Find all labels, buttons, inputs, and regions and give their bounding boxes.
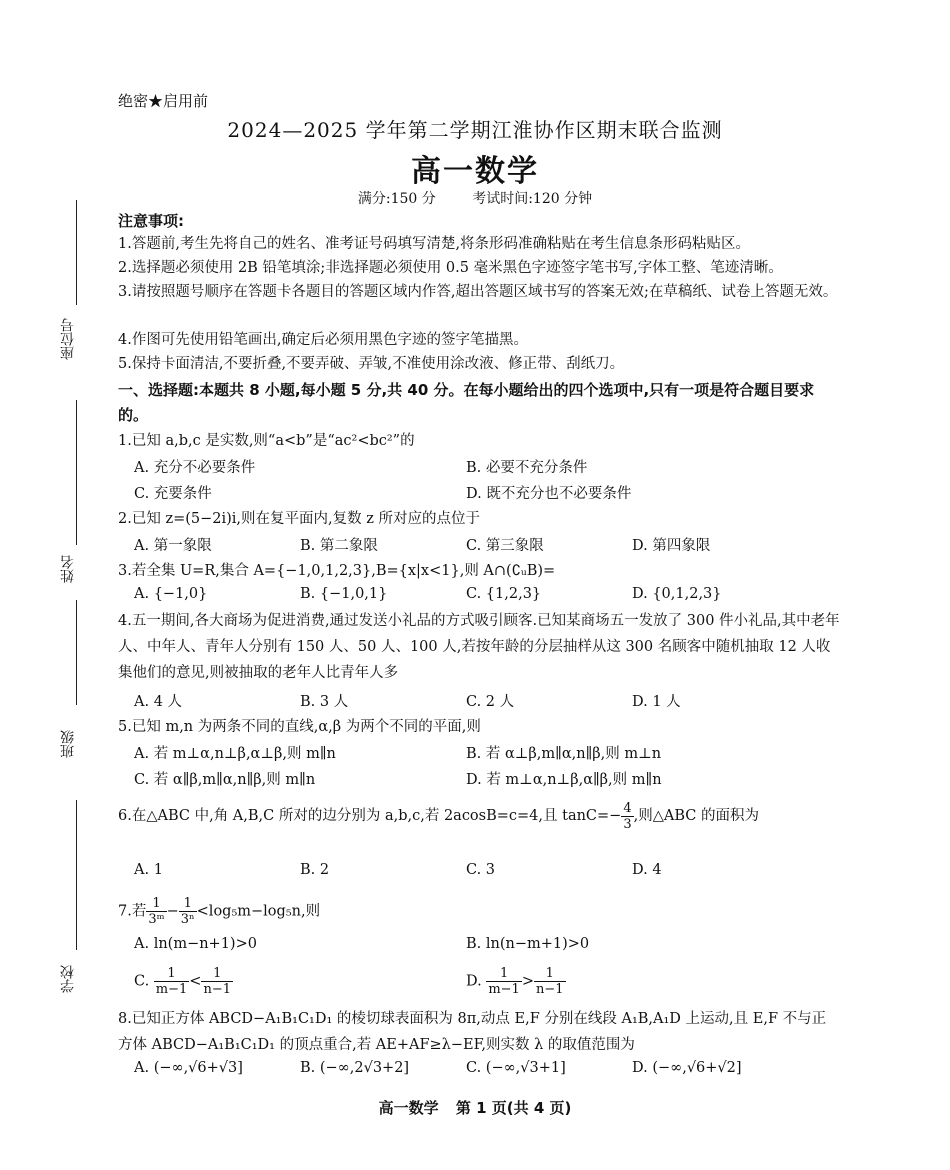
q7-fraction-1	[146, 896, 166, 927]
q8-option-a: A. (−∞,√6+√3]	[134, 1060, 243, 1076]
q7-c-d2: n−1	[203, 982, 231, 997]
question-1-stem: 1.已知 a,b,c 是实数,则“a<b”是“ac²<bc²”的	[118, 433, 415, 449]
q2-option-b: B. 第二象限	[300, 538, 378, 554]
q6-option-a: A. 1	[134, 862, 163, 878]
q7-option-a: A. ln(m−n+1)>0	[134, 936, 257, 952]
q2-option-a: A. 第一象限	[134, 538, 212, 554]
q7-option-c-letter: C.	[134, 973, 150, 990]
note-item: 2.选择题必须使用 2B 铅笔填涂;非选择题必须使用 0.5 毫米黑色字迹签字笔书写,字体工整、笔迹清晰。	[118, 260, 783, 276]
q6-fraction-numerator: 4	[623, 800, 632, 816]
q7-stem-part-a: 7.若	[118, 903, 147, 920]
q1-option-a: A. 充分不必要条件	[134, 460, 256, 476]
q7-d-op: >	[521, 973, 534, 990]
q7-c-frac-1	[154, 966, 190, 997]
full-score: 满分:150 分	[357, 191, 436, 207]
q6-option-b: B. 2	[300, 862, 330, 878]
q7-f1-numerator: 1	[146, 896, 166, 912]
score-info	[0, 188, 950, 208]
q2-option-d: D. 第四象限	[632, 538, 711, 554]
note-item: 1.答题前,考生先将自己的姓名、准考证号码填写清楚,将条形码准确粘贴在考生信息条形码粘贴区。	[118, 236, 751, 252]
binding-line	[76, 600, 77, 705]
footer-subject: 高一数学	[378, 1099, 439, 1117]
note-item: 5.保持卡面清洁,不要折叠,不要弄破、弄皱,不准使用涂改液、修正带、刮纸刀。	[118, 356, 625, 372]
q3-option-d: D. {0,1,2,3}	[632, 586, 722, 602]
seat-label: 座位号	[60, 318, 76, 360]
binding-line	[76, 800, 77, 950]
q7-d-frac-2	[534, 966, 566, 997]
section-heading: 一、选择题:本题共 8 小题,每小题 5 分,共 40 分。在每小题给出的四个选项中,只有一项是符合题目要求的。	[118, 381, 815, 424]
q2-option-c: C. 第三象限	[466, 538, 544, 554]
q7-c-n2: 1	[201, 966, 233, 982]
note-item: 4.作图可先使用铅笔画出,确定后必须用黑色字迹的签字笔描黑。	[118, 332, 528, 348]
binding-line	[76, 200, 77, 305]
q7-option-d	[466, 966, 566, 997]
binding-line	[76, 400, 77, 545]
q7-stem-part-b: <log₅m−log₅n,则	[196, 903, 321, 920]
q7-option-d-letter: D.	[466, 973, 482, 990]
notes-title: 注意事项:	[118, 212, 184, 230]
q5-option-a: A. 若 m⊥α,n⊥β,α⊥β,则 m∥n	[134, 746, 336, 762]
q4-option-c: C. 2 人	[466, 694, 515, 710]
q4-option-b: B. 3 人	[300, 694, 349, 710]
q7-d-n2: 1	[534, 966, 566, 982]
question-5-stem: 5.已知 m,n 为两条不同的直线,α,β 为两个不同的平面,则	[118, 719, 481, 735]
footer-page: 第 1 页(共 4 页)	[455, 1099, 572, 1117]
q5-option-d: D. 若 m⊥α,n⊥β,α∥β,则 m∥n	[466, 772, 662, 788]
q7-f2-numerator: 1	[179, 896, 197, 912]
q7-d-frac-1	[486, 966, 522, 997]
q6-option-c: C. 3	[466, 862, 496, 878]
q3-option-b: B. {−1,0,1}	[300, 586, 388, 602]
class-label: 班级	[60, 730, 76, 758]
question-8-stem: 8.已知正方体 ABCD−A₁B₁C₁D₁ 的棱切球表面积为 8π,动点 E,F 分别在线段 A₁B,A₁D 上运动,且 E,F 不与正方体 ABCD−A₁B₁C₁D₁ 的顶点重合,若 AE+AF≥λ−EF,则实数 λ 的取值范围为	[118, 1011, 827, 1053]
q1-option-c: C. 充要条件	[134, 486, 212, 502]
q3-option-c: C. {1,2,3}	[466, 586, 542, 602]
q7-c-frac-2	[201, 966, 233, 997]
exam-title: 2024—2025 学年第二学期江淮协作区期末联合监测	[227, 118, 723, 142]
question-6-stem	[118, 798, 840, 834]
q4-option-a: A. 4 人	[134, 694, 183, 710]
q5-option-b: B. 若 α⊥β,m∥α,n∥β,则 m⊥n	[466, 746, 662, 762]
exam-time: 考试时间:120 分钟	[472, 191, 593, 207]
question-4-stem: 4.五一期间,各大商场为促进消费,通过发送小礼品的方式吸引顾客.已知某商场五一发放了 300 件小礼品,其中老年人、中年人、青年人分别有 150 人、50 人、100 人,若按年龄的分层抽样从这 300 名顾客中随机抽取 12 人收集他们的意见,则被抽取的老年人比青年人多	[118, 613, 840, 681]
q7-d-d2: n−1	[535, 982, 564, 997]
q7-option-b: B. ln(n−m+1)>0	[466, 936, 590, 952]
question-7-stem	[118, 896, 840, 927]
q8-option-c: C. (−∞,√3+1]	[466, 1060, 566, 1076]
question-2-stem: 2.已知 z=(5−2i)i,则在复平面内,复数 z 所对应的点位于	[118, 511, 480, 527]
q7-d-n1: 1	[486, 966, 522, 982]
q6-fraction	[621, 801, 633, 832]
q8-option-d: D. (−∞,√6+√2]	[632, 1060, 742, 1076]
q5-option-c: C. 若 α∥β,m∥α,n∥β,则 m∥n	[134, 772, 316, 788]
q7-d-d1: m−1	[488, 982, 520, 997]
q3-option-a: A. {−1,0}	[134, 586, 208, 602]
q6-fraction-denominator: 3	[623, 816, 632, 832]
q7-f2-denominator: 3ⁿ	[180, 912, 195, 927]
q7-c-n1: 1	[154, 966, 190, 982]
q6-stem-part-b: ,则△ABC 的面积为	[633, 808, 759, 824]
q1-option-b: B. 必要不充分条件	[466, 460, 588, 476]
page-footer	[0, 1097, 950, 1118]
q7-f1-denominator: 3ᵐ	[148, 912, 165, 927]
q7-option-c	[134, 966, 233, 997]
q1-option-d: D. 既不充分也不必要条件	[466, 486, 632, 502]
q7-c-d1: m−1	[155, 982, 188, 997]
subject-title: 高一数学	[411, 154, 539, 189]
name-label: 姓名	[60, 555, 76, 583]
q8-option-b: B. (−∞,2√3+2]	[300, 1060, 410, 1076]
question-3-stem: 3.若全集 U=R,集合 A={−1,0,1,2,3},B={x|x<1},则 A∩(∁ᵤB)=	[118, 563, 556, 579]
q4-option-d: D. 1 人	[632, 694, 681, 710]
q6-option-d: D. 4	[632, 862, 662, 878]
note-item: 3.请按照题号顺序在答题卡各题目的答题区域内作答,超出答题区域书写的答案无效;在草稿纸、试卷上答题无效。	[118, 284, 838, 300]
school-label: 学校	[60, 965, 76, 993]
q6-stem-part-a: 6.在△ABC 中,角 A,B,C 所对的边分别为 a,b,c,若 2acosB=c=4,且 tanC=−	[118, 808, 622, 824]
q7-minus: −	[166, 903, 179, 920]
q7-c-op: <	[189, 973, 202, 990]
secret-label: 绝密★启用前	[118, 92, 209, 110]
q7-fraction-2	[179, 896, 197, 927]
